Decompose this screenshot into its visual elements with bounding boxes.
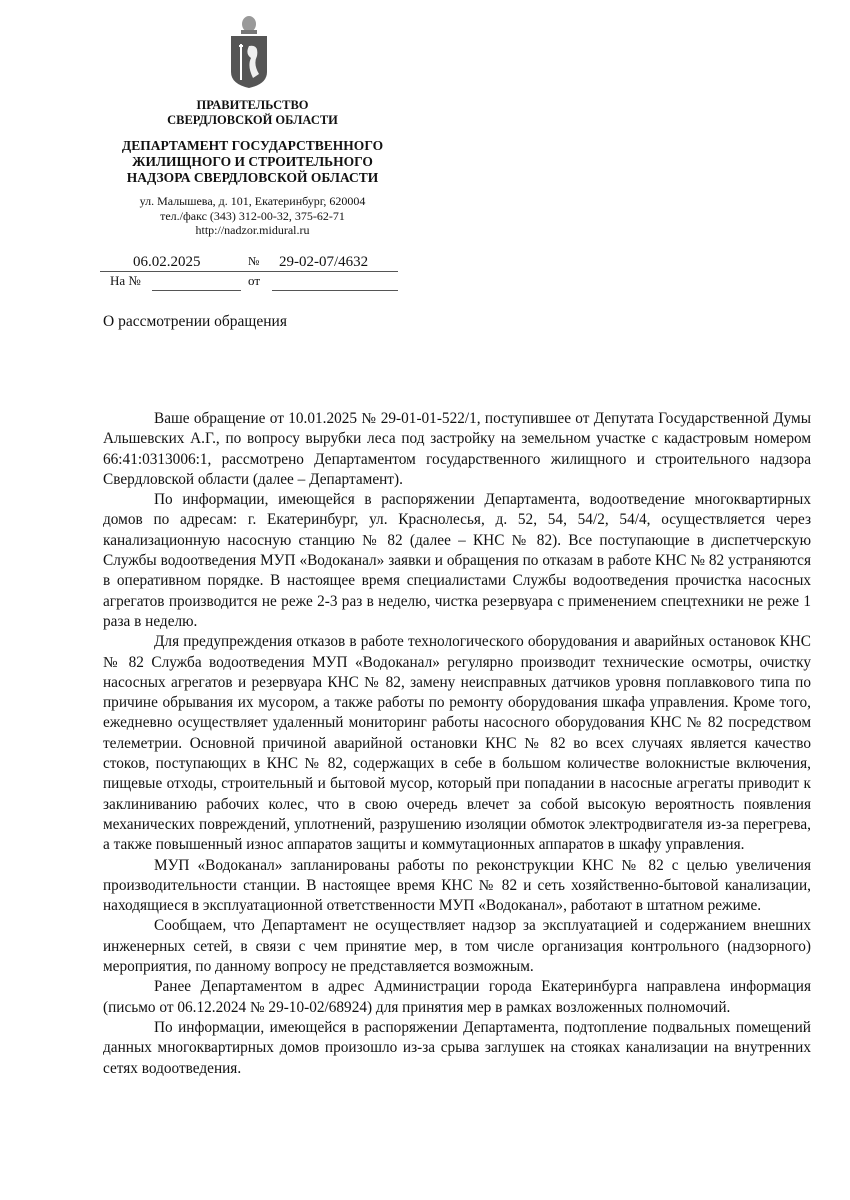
contact-block	[100, 194, 405, 238]
government-name	[100, 98, 405, 128]
paragraph: По информации, имеющейся в распоряжении Департамента, водоотведение многоквартирных домов по адресам: г. Екатеринбург, ул. Краснолесья, д. 52, 54, 54/2, 54/4, осуществляется через канализационную насосную станцию № 82 (далее – КНС № 82). Все поступающие в диспетчерскую Службы водоотведения МУП «Водоканал» заявки и обращения по отказам в работе КНС № 82 устраняются в оперативном порядке. В настоящее время специалистами Службы водоотведения прочистка насосных агрегатов производится не реже 2-3 раз в неделю, чистка резервуара с применением спецтехники не реже 1 раза в неделю.	[103, 491, 811, 630]
address: ул. Малышева, д. 101, Екатеринбург, 620004	[139, 194, 366, 208]
paragraph: Ваше обращение от 10.01.2025 № 29-01-01-522/1, поступившее от Депутата Государственной Думы Альшевских А.Г., по вопросу вырубки леса под застройку на земельном участке с кадастровым номером 66:41:0313006:1, рассмотрено Департаментом государственного жилищного и строительного надзора Свердловской области (далее – Департамент).	[103, 410, 811, 488]
gov-line-2: СВЕРДЛОВСКОЙ ОБЛАСТИ	[167, 113, 338, 127]
paragraph: МУП «Водоканал» запланированы работы по реконструкции КНС № 82 с целью увеличения производительности станции. В настоящее время КНС № 82 и сеть хозяйственно-бытовой канализации, находящиеся в эксплуатационной ответственности МУП «Водоканал», работают в штатном режиме.	[103, 856, 811, 915]
reply-label: На №	[110, 273, 141, 288]
dept-line-3: НАДЗОРА СВЕРДЛОВСКОЙ ОБЛАСТИ	[126, 170, 379, 185]
paragraph: Для предупреждения отказов в работе технологического оборудования и аварийных остановок КНС № 82 Служба водоотведения МУП «Водоканал» регулярно производит технические осмотры, очистку насосных агрегатов и резервуара КНС № 82, замену неисправных датчиков уровня поплавкового типа по причине обрывания их мусором, а также работы по ремонту оборудования шкафа управления. Кроме того, ежедневно осуществляет удаленный мониторинг работы насосного оборудования КНС № 82 посредством телеметрии. Основной причиной аварийной остановки КНС № 82 во всех случаях является качество стоков, поступающих в КНС № 82, содержащих в себе в большом количестве волокнистые включения, пищевые отходы, строительный и бытовой мусор, который при попадании в насосные агрегаты приводит к заклиниванию рабочих колес, что в свою очередь влечет за собой высокую вероятность появления механических повреждений, уплотнений, разрушению изоляции обмоток электродвигателя из-за перегрева, а также повышенный износ аппаратов защиты и коммутационных аппаратов в шкафу управления.	[103, 633, 811, 854]
gov-line-1: ПРАВИТЕЛЬСТВО	[196, 98, 309, 112]
paragraph: Сообщаем, что Департамент не осуществляет надзор за эксплуатацией и содержанием внешних инженерных сетей, в связи с чем принятие мер, в том числе организация контрольного (надзорного) мероприятия, по данному вопросу не представляется возможным.	[103, 917, 811, 976]
dept-line-1: ДЕПАРТАМЕНТ ГОСУДАРСТВЕННОГО	[121, 138, 384, 153]
number-sign: №	[248, 254, 260, 268]
letter-body	[103, 409, 811, 1079]
letter-number: 29-02-07/4632	[279, 254, 369, 270]
phone: тел./факс (343) 312-00-32, 375-62-71	[160, 208, 345, 223]
letter-date: 06.02.2025	[133, 254, 201, 270]
coat-of-arms-emblem	[229, 14, 269, 90]
registration-line	[100, 271, 398, 272]
reply-date-line	[272, 290, 398, 291]
paragraph: По информации, имеющейся в распоряжении Департамента, подтопление подвальных помещений данных многоквартирных домов произошло из-за срыва заглушек на стояках канализации на внутренних сетях водоотведения.	[103, 1018, 811, 1077]
website: http://nadzor.midural.ru	[195, 223, 310, 237]
letter-subject: О рассмотрении обращения	[103, 313, 287, 330]
paragraph: Ранее Департаментом в адрес Администрации города Екатеринбурга направлена информация (письмо от 06.12.2024 № 29-10-02/68924) для принятия мер в рамках возложенных полномочий.	[103, 978, 811, 1016]
reply-number-line	[152, 290, 241, 291]
from-label: от	[248, 273, 261, 288]
dept-line-2: ЖИЛИЩНОГО И СТРОИТЕЛЬНОГО	[132, 154, 373, 169]
department-name	[100, 138, 405, 186]
